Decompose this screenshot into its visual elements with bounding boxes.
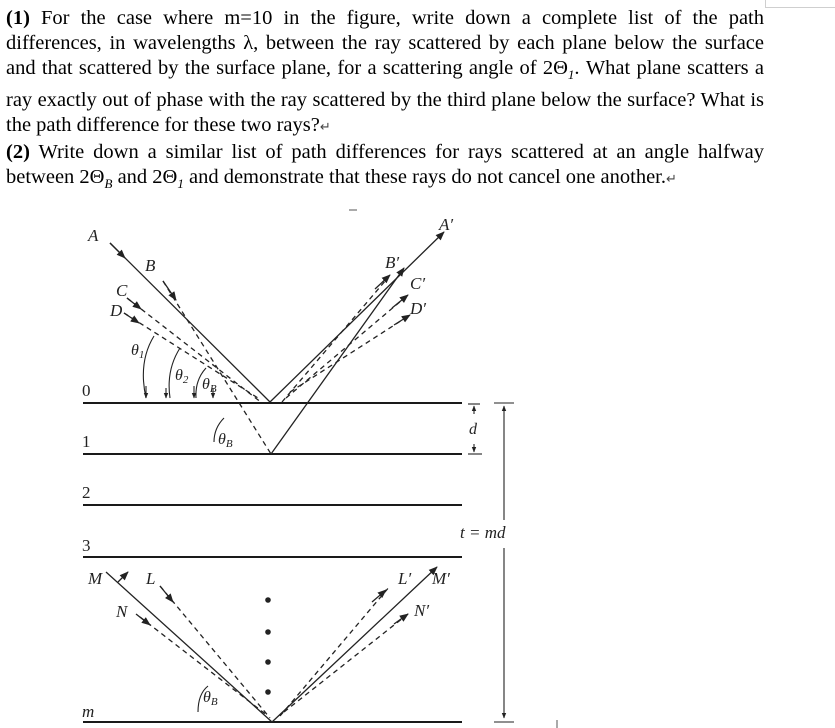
label-d: D <box>110 301 123 320</box>
thetaB-label-bottom: θB <box>203 689 218 708</box>
label-l: L <box>146 569 156 588</box>
thetaB-label-top: θB <box>202 376 217 395</box>
ray-l-prime-arrow <box>372 590 386 602</box>
label-b-prime: B′ <box>385 253 400 272</box>
dot-3 <box>265 659 271 665</box>
incident-rays-bottom <box>106 572 272 722</box>
part2-number: (2) <box>6 141 30 164</box>
return-mark-icon: ↵ <box>666 172 677 188</box>
ray-l-arrow <box>160 586 173 602</box>
theta2-label: θ2 <box>175 367 189 386</box>
part1-text: For the case where m=10 in the figure, write down a complete list of the path differences, in wavelengths λ, between the ray scattered by each plane below the surface and that scattered by the surface plane, for a scattering angle of 2Θ <box>6 7 764 80</box>
plane-label-3: 3 <box>82 536 91 555</box>
ray-c-prime-scattered <box>286 295 408 398</box>
label-d-prime: D′ <box>410 299 426 318</box>
part1-paragraph <box>6 6 764 140</box>
part1-text-end: . What plane scatters a ray exactly out of phase with the ray scattered by the third plane below the surface? What is the path difference for these two rays? <box>6 57 764 136</box>
ray-n-prime-scattered <box>284 614 408 712</box>
label-n-prime: N′ <box>414 601 430 620</box>
part2-subscript-b: B <box>104 176 113 192</box>
label-n: N <box>116 602 128 621</box>
dot-4 <box>265 689 271 695</box>
part2-text-c: and demonstrate that these rays do not cancel one another. <box>183 166 666 189</box>
spacing-label: d <box>469 421 477 438</box>
bragg-diffraction-figure <box>0 205 835 728</box>
label-m: M <box>88 569 103 588</box>
scattered-rays-top <box>270 232 444 454</box>
part2-text-a: Write down a similar list of path differences for rays scattered at an angle halfway between 2Θ <box>6 141 764 189</box>
ray-d-prime-arrow <box>394 315 410 325</box>
ray-c-arrow <box>127 298 141 309</box>
plane-label-0: 0 <box>82 381 91 400</box>
ray-c-prime-arrow <box>392 295 408 308</box>
part2-subscript-1: 1 <box>177 176 184 192</box>
label-c: C <box>116 281 128 300</box>
page-corner-decoration <box>765 0 835 8</box>
theta1-arc <box>143 336 154 398</box>
thickness-indicator <box>494 403 514 722</box>
plane-label-m: m <box>82 702 95 721</box>
dot-1 <box>265 597 271 603</box>
problem-text <box>6 6 764 197</box>
label-m-prime: M′ <box>432 569 450 588</box>
thickness-label: t = md <box>460 523 506 542</box>
ray-n-arrow <box>136 614 150 625</box>
label-a-prime: A′ <box>439 215 454 234</box>
part1-subscript: 1 <box>567 67 575 83</box>
theta1-label: θ1 <box>131 342 145 361</box>
ray-a-arrow <box>110 243 125 258</box>
stray-marks <box>349 210 557 728</box>
part2-paragraph <box>6 140 764 197</box>
label-a: A <box>88 226 99 245</box>
label-b: B <box>145 256 156 275</box>
continuation-dots <box>265 597 271 695</box>
ray-l-prime-scattered <box>280 586 390 716</box>
part1-number: (1) <box>6 7 30 29</box>
ray-m-prime-scattered <box>272 567 437 722</box>
return-mark-icon: ↵ <box>319 119 331 135</box>
label-c-prime: C′ <box>410 274 426 293</box>
dot-2 <box>265 629 271 635</box>
ray-a-incident <box>110 243 270 402</box>
scattered-rays-bottom <box>272 567 437 722</box>
label-l-prime: L′ <box>398 569 412 588</box>
ray-b-prime-dashed <box>282 280 386 402</box>
ray-m-arrow <box>118 572 128 582</box>
plane-label-2: 2 <box>82 483 91 502</box>
thetaB-label-lower: θB <box>218 431 233 450</box>
ray-d-arrow <box>124 313 139 323</box>
part2-text-b: and 2Θ <box>112 166 178 189</box>
ray-n-prime-arrow <box>394 614 408 624</box>
ray-d-prime-scattered <box>290 315 410 392</box>
plane-label-1: 1 <box>82 432 91 451</box>
